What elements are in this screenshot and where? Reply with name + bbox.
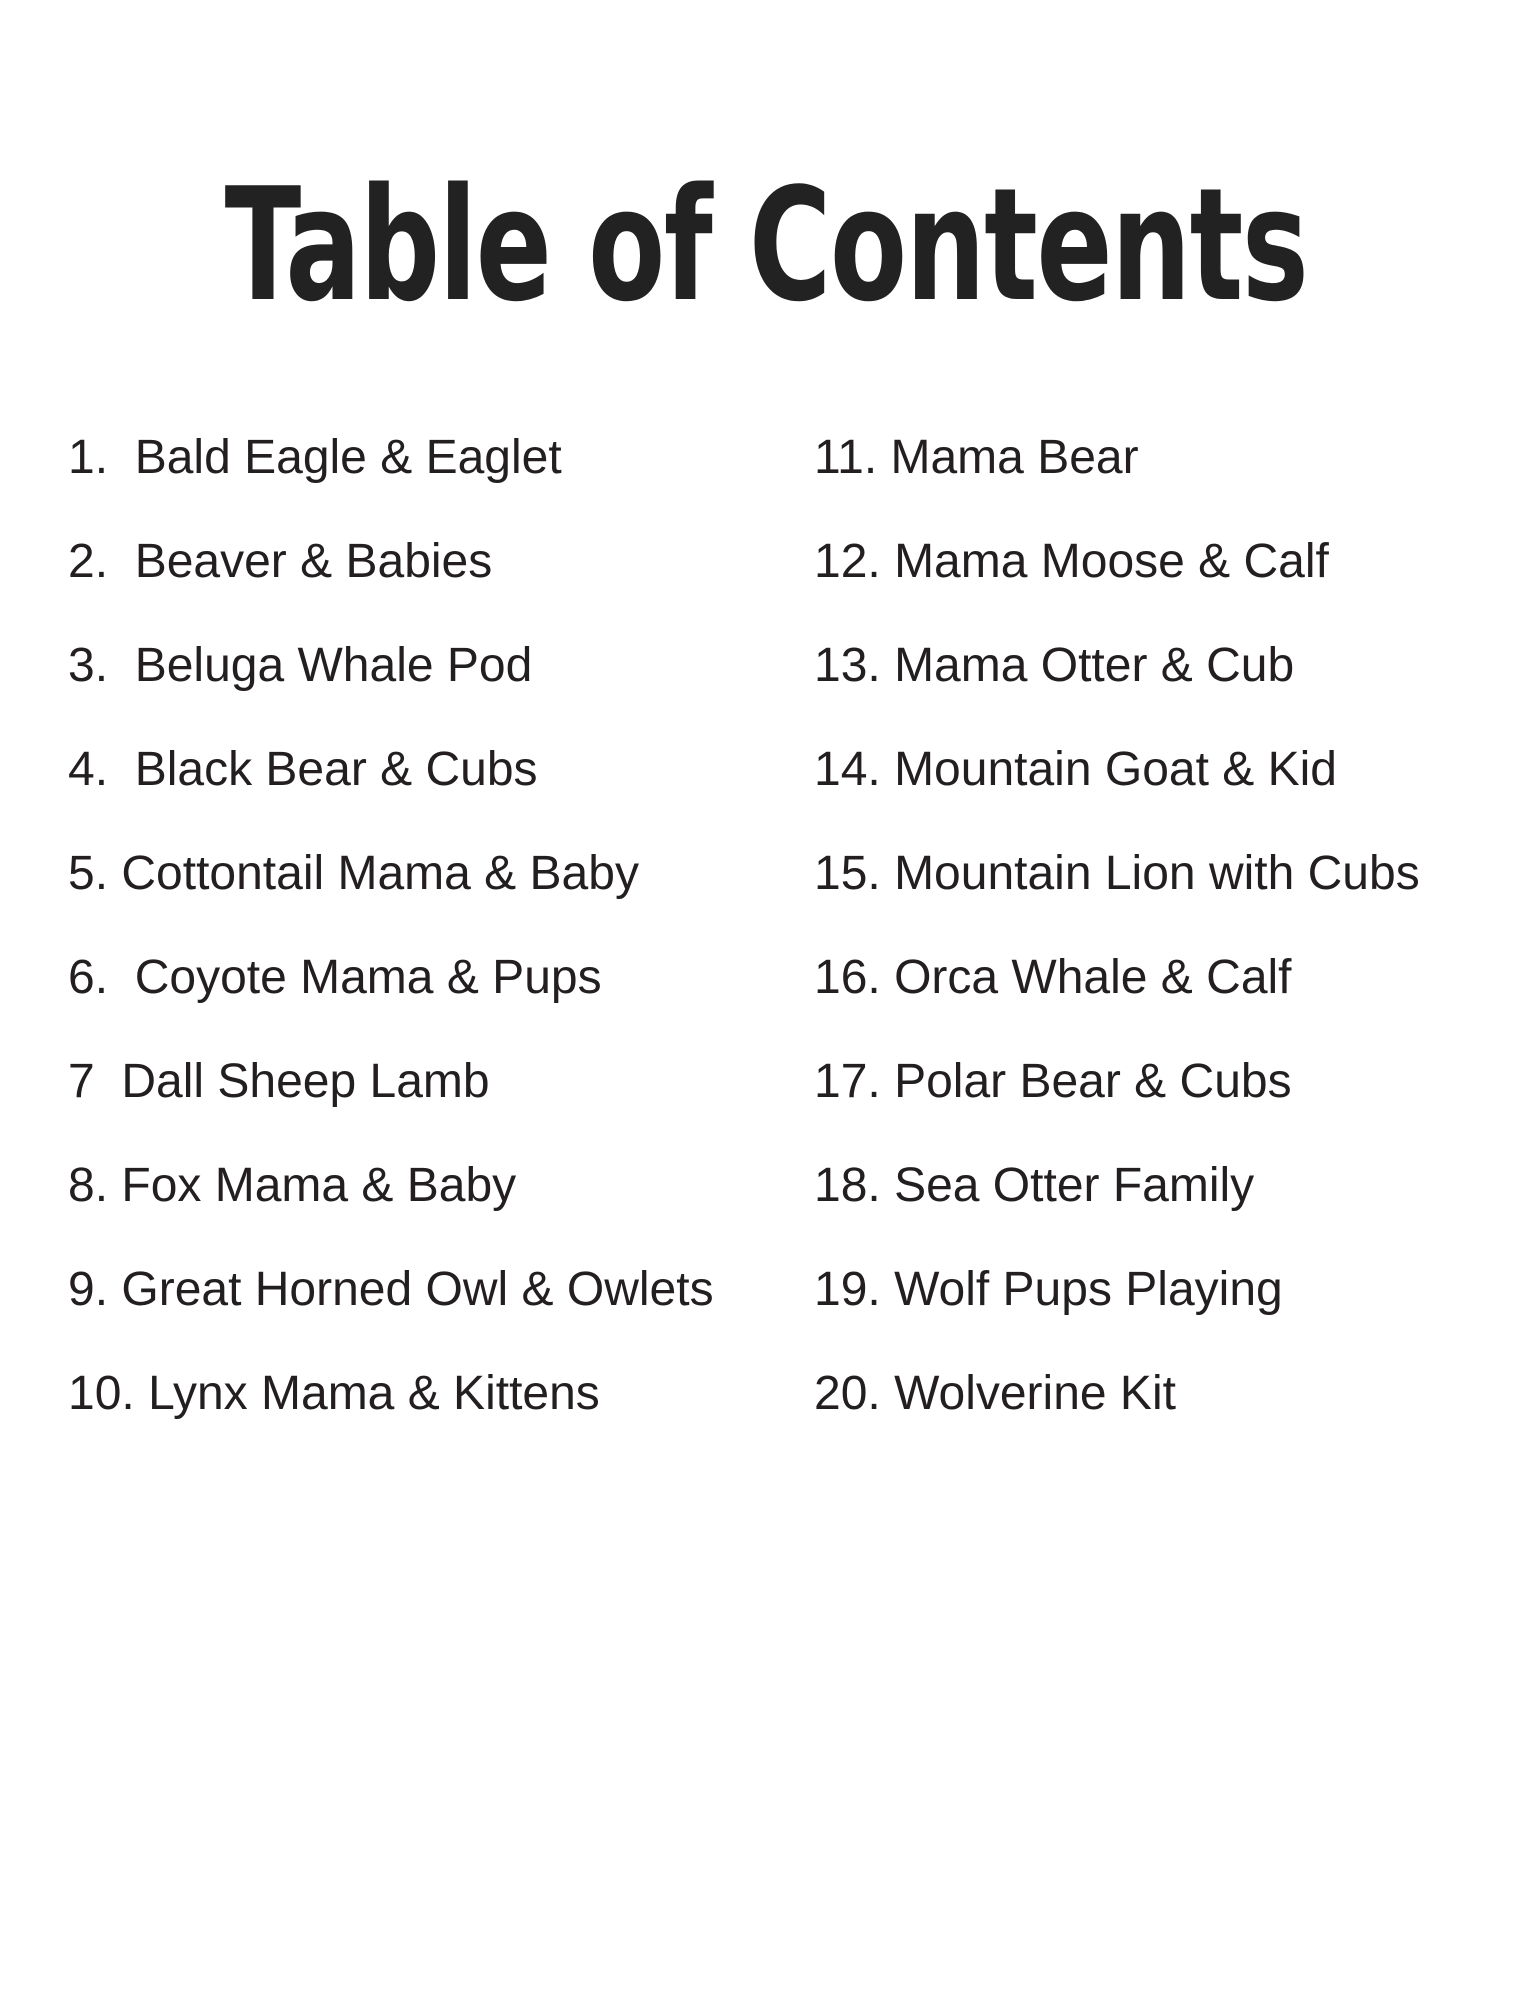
toc-entry: 10. Lynx Mama & Kittens — [68, 1367, 600, 1420]
toc-entry: 8. Fox Mama & Baby — [68, 1159, 517, 1212]
toc-entry: 13. Mama Otter & Cub — [814, 639, 1295, 692]
toc-entry: 14. Mountain Goat & Kid — [814, 743, 1337, 796]
toc-entry: 1. Bald Eagle & Eaglet — [68, 431, 562, 484]
page-title: Table of Contents — [224, 154, 1308, 336]
toc-column-left — [68, 418, 768, 1458]
toc-column-right — [814, 418, 1514, 1458]
toc-entry: 6. Coyote Mama & Pups — [68, 951, 602, 1004]
toc-entry: 11. Mama Bear — [814, 431, 1139, 484]
toc-entry: 12. Mama Moose & Calf — [814, 535, 1329, 588]
toc-entry: 3. Beluga Whale Pod — [68, 639, 533, 692]
toc-entry: 2. Beaver & Babies — [68, 535, 493, 588]
toc-entry: 9. Great Horned Owl & Owlets — [68, 1263, 714, 1316]
toc-entry: 18. Sea Otter Family — [814, 1159, 1255, 1212]
toc-entry: 17. Polar Bear & Cubs — [814, 1055, 1292, 1108]
toc-entry: 7 Dall Sheep Lamb — [68, 1055, 490, 1108]
toc-entry: 5. Cottontail Mama & Baby — [68, 847, 639, 900]
toc-entry: 15. Mountain Lion with Cubs — [814, 847, 1420, 900]
toc-entry: 20. Wolverine Kit — [814, 1367, 1176, 1420]
toc-entry: 4. Black Bear & Cubs — [68, 743, 538, 796]
toc-entry: 16. Orca Whale & Calf — [814, 951, 1292, 1004]
toc-entry: 19. Wolf Pups Playing — [814, 1263, 1283, 1316]
